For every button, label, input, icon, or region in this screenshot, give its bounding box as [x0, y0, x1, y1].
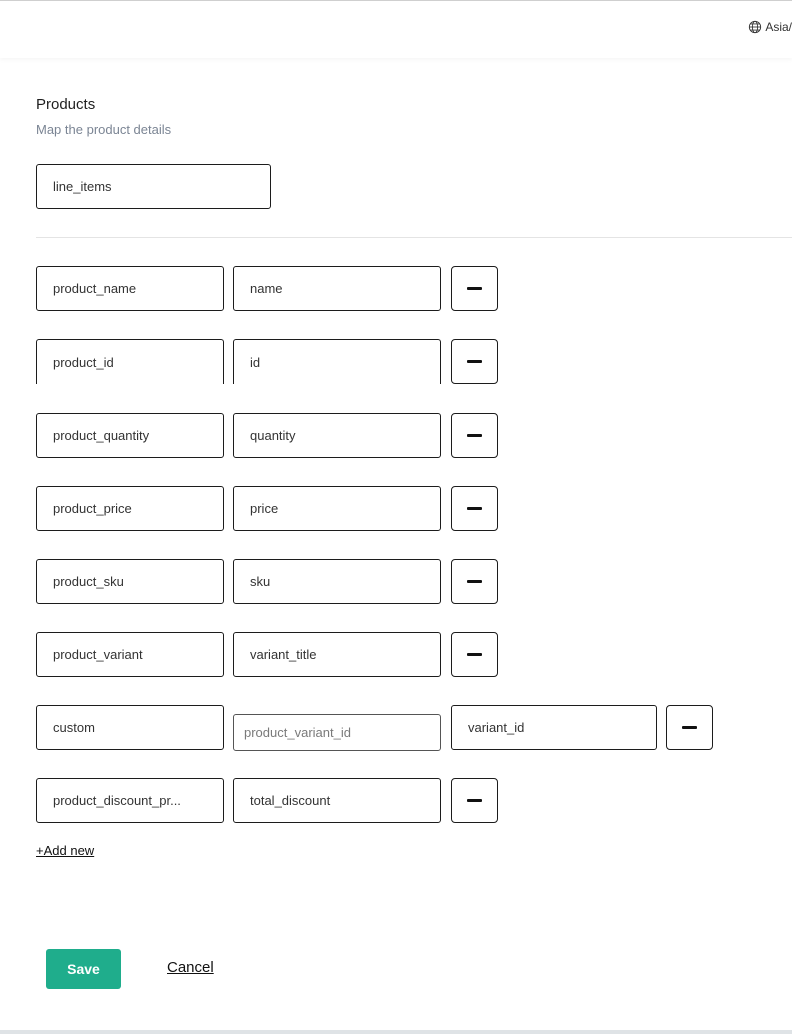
remove-row-button[interactable]	[451, 266, 498, 311]
page-bottom-edge	[0, 1030, 792, 1034]
source-field-input[interactable]: line_items	[36, 164, 271, 209]
mapping-key-field[interactable]: product_name	[36, 266, 224, 311]
mapping-value-field[interactable]: id	[233, 339, 441, 384]
cancel-button[interactable]: Cancel	[167, 959, 214, 976]
remove-row-button[interactable]	[451, 339, 498, 384]
save-button[interactable]: Save	[46, 949, 121, 989]
custom-name-input[interactable]: product_variant_id	[233, 714, 441, 751]
mapping-key-field[interactable]: custom	[36, 705, 224, 750]
minus-icon	[467, 360, 482, 363]
mapping-key-field[interactable]: product_price	[36, 486, 224, 531]
mapping-value-field[interactable]: sku	[233, 559, 441, 604]
mapping-key-field[interactable]: product_discount_pr...	[36, 778, 224, 823]
mapping-value-field[interactable]: name	[233, 266, 441, 311]
mapping-key-field[interactable]: product_id	[36, 339, 224, 384]
section-subtitle: Map the product details	[36, 122, 172, 137]
minus-icon	[467, 653, 482, 656]
mapping-key-field[interactable]: product_sku	[36, 559, 224, 604]
add-new-link[interactable]: +Add new	[36, 843, 95, 858]
timezone-label: Asia/	[765, 20, 792, 34]
mapping-key-field[interactable]: product_quantity	[36, 413, 224, 458]
minus-icon	[682, 726, 697, 729]
remove-row-button[interactable]	[451, 486, 498, 531]
remove-row-button[interactable]	[666, 705, 713, 750]
section-title: Products	[36, 96, 96, 113]
minus-icon	[467, 799, 482, 802]
minus-icon	[467, 580, 482, 583]
minus-icon	[467, 507, 482, 510]
mapping-value-field[interactable]: variant_id	[451, 705, 657, 750]
remove-row-button[interactable]	[451, 632, 498, 677]
remove-row-button[interactable]	[451, 778, 498, 823]
mapping-value-field[interactable]: quantity	[233, 413, 441, 458]
timezone-selector[interactable]	[748, 20, 792, 34]
globe-icon	[748, 20, 762, 34]
remove-row-button[interactable]	[451, 413, 498, 458]
mapping-value-field[interactable]: variant_title	[233, 632, 441, 677]
remove-row-button[interactable]	[451, 559, 498, 604]
mapping-value-field[interactable]: price	[233, 486, 441, 531]
mapping-key-field[interactable]: product_variant	[36, 632, 224, 677]
minus-icon	[467, 287, 482, 290]
section-divider	[36, 237, 792, 238]
mapping-value-field[interactable]: total_discount	[233, 778, 441, 823]
top-bar	[0, 0, 792, 58]
minus-icon	[467, 434, 482, 437]
